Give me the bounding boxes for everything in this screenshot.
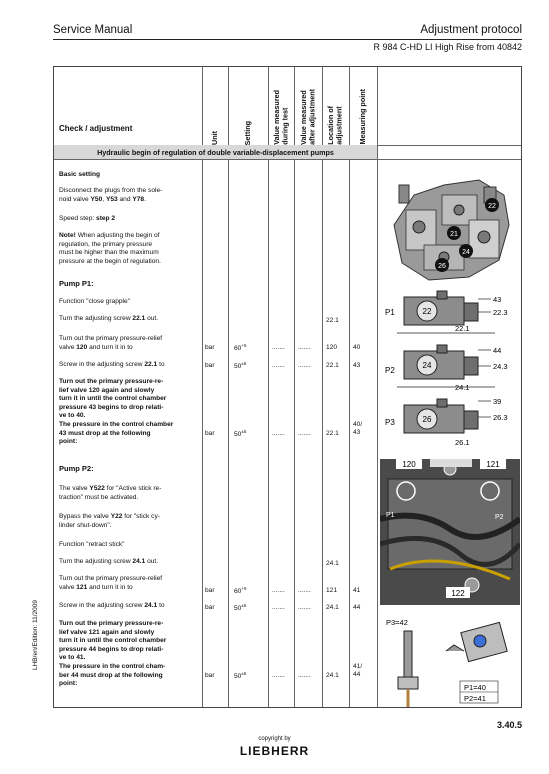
during-cell: ....... <box>272 430 285 437</box>
loc-cell: 24.1 <box>326 672 339 679</box>
p2-prv: Turn out the primary pressure-relief valve 121 and turn it in to <box>59 575 163 591</box>
p1-label-22-1: 22.1 <box>455 324 470 333</box>
p3-label-39: 39 <box>493 397 502 406</box>
section-band: Hydraulic begin of regulation of double variable-displacement pumps <box>54 145 377 159</box>
during-cell: ....... <box>272 587 285 594</box>
during-cell: ....... <box>272 344 285 351</box>
p2-screw-in: Screw in the adjusting screw 24.1 to <box>59 602 165 609</box>
callout-22-marker <box>485 198 499 212</box>
p1-detail-drawing <box>377 289 523 337</box>
during-cell: ....... <box>272 604 285 611</box>
setting-cell: $50^{\pm 5}$ <box>234 603 247 613</box>
col-divider <box>294 67 295 707</box>
mp-cell: 41/ 44 <box>353 663 363 678</box>
p1-label: P1 <box>385 308 395 317</box>
loc-cell: 22.1 <box>326 317 339 324</box>
callout-26-marker <box>435 258 449 272</box>
setting-cell: $50^{\pm 5}$ <box>234 361 247 371</box>
loc-cell: 22.1 <box>326 362 339 369</box>
p1-callout-22: 22 <box>422 307 432 316</box>
during-cell: ....... <box>272 672 285 679</box>
header-unit: Unit <box>209 131 219 145</box>
p1-procedure: Turn out the primary pressure-re- lief valve 120 again and slowly turn it in until the control chamber pressure 43 begins to drop relati- ve to 40. The pressure in the control chamber 43 must drop at the following point: <box>59 378 174 446</box>
p3-eq-label: P3=42 <box>386 618 408 627</box>
svg-text:22: 22 <box>488 203 496 210</box>
p1-prv: Turn out the primary pressure-relief valve 120 and turn it in to <box>59 335 163 351</box>
unit-cell: bar <box>205 672 215 679</box>
header-location: Location of adjustment <box>326 106 344 145</box>
p2-detail-drawing <box>377 343 523 391</box>
p1-label-22-3: 22.3 <box>493 308 508 317</box>
setting-cell: $50^{\pm 5}$ <box>234 429 247 439</box>
header-check: Check / adjustment <box>59 124 133 133</box>
pump-assembly-photo <box>384 165 514 287</box>
loc-cell: 24.1 <box>326 604 339 611</box>
model-line: R 984 C-HD LI High Rise from 40842 <box>373 42 522 52</box>
protocol-title: Adjustment protocol <box>420 24 522 36</box>
p2-label-24-1: 24.1 <box>455 383 470 391</box>
p2-procedure: Turn out the primary pressure-re- lief valve 121 again and slowly turn it in until the control chamber pressure 44 begins to drop relati- ve to 41. The pressure in the control cham- ber 44 must drop at the following point: <box>59 620 167 688</box>
callout-21-marker <box>447 226 461 240</box>
valve-label-p2: P2 <box>495 514 504 521</box>
page-number: 3.40.5 <box>496 720 522 730</box>
p3-detail-drawing <box>377 395 523 449</box>
setting-cell: $60^{+5}$ <box>234 343 247 353</box>
col-divider <box>349 67 350 707</box>
pump-p1-title: Pump P1: <box>59 279 94 288</box>
valve-label-p1: P1 <box>386 512 395 519</box>
p1-turn-out: Turn the adjusting screw 22.1 out. <box>59 315 159 322</box>
p1-eq-label: P1=40 <box>464 683 486 692</box>
mp-cell: 41 <box>353 587 361 594</box>
basic-setting-title: Basic setting <box>59 171 101 178</box>
loc-cell: 24.1 <box>326 560 339 567</box>
p2-label-44: 44 <box>493 346 502 355</box>
mp-cell: 40 <box>353 344 361 351</box>
p3-label-26-1: 26.1 <box>455 438 470 447</box>
after-cell: ....... <box>298 362 311 369</box>
mp-cell: 44 <box>353 604 361 611</box>
col-divider <box>202 67 203 707</box>
mp-cell: 40/ 43 <box>353 421 363 436</box>
unit-cell: bar <box>205 587 215 594</box>
p3-label: P3 <box>385 418 395 427</box>
loc-cell: 22.1 <box>326 430 339 437</box>
unit-cell: bar <box>205 604 215 611</box>
unit-cell: bar <box>205 430 215 437</box>
note-text: Note! When adjusting the begin of regulation, the primary pressure must be higher than the maximum pressure at the begin of regulation. <box>59 232 161 265</box>
valve-label-122: 122 <box>451 589 465 598</box>
p2-function: Function "retract stick" <box>59 541 125 548</box>
adjustment-table <box>53 66 522 708</box>
basic-setting-text: Disconnect the plugs from the sole- noid valve Y50, Y53 and Y78. <box>59 187 163 203</box>
p1-screw-in: Screw in the adjusting screw 22.1 to <box>59 361 165 368</box>
unit-cell: bar <box>205 344 215 351</box>
p2-label-24-3: 24.3 <box>493 362 508 371</box>
setting-cell: $50^{\pm 5}$ <box>234 671 247 681</box>
header-measuring-point: Measuring point <box>357 89 367 145</box>
svg-text:26: 26 <box>438 263 446 270</box>
p1-function: Function "close grapple" <box>59 298 131 305</box>
mp-cell: 43 <box>353 362 361 369</box>
header-value-after: Value measured after adjustment <box>298 89 316 145</box>
speed-step: Speed step: step 2 <box>59 215 116 222</box>
p3-callout-26: 26 <box>422 415 432 424</box>
col-divider <box>268 67 269 707</box>
copyright-text: copyright by <box>258 736 291 742</box>
after-cell: ....... <box>298 672 311 679</box>
p2-turn-out: Turn the adjusting screw 24.1 out. <box>59 558 159 565</box>
setting-cell: $60^{+5}$ <box>234 586 247 596</box>
after-cell: ....... <box>298 344 311 351</box>
p3-label-26-3: 26.3 <box>493 413 508 422</box>
header-rule <box>53 39 522 40</box>
header-setting: Setting <box>242 120 252 145</box>
p2-eq-label: P2=41 <box>464 694 486 703</box>
col-divider <box>228 67 229 707</box>
unit-cell: bar <box>205 362 215 369</box>
valve-block-photo <box>380 459 520 605</box>
manual-title: Service Manual <box>53 24 133 36</box>
valve-label-121: 121 <box>486 460 500 469</box>
loc-cell: 120 <box>326 344 338 351</box>
after-cell: ....... <box>298 604 311 611</box>
p2-bypass: Bypass the valve Y22 for "stick cy- linder shut-down". <box>59 513 160 529</box>
p2-valve-y522: The valve Y522 for "Active stick re- traction" must be activated. <box>59 485 162 501</box>
after-cell: ....... <box>298 587 311 594</box>
p2-label: P2 <box>385 366 395 375</box>
col-divider <box>322 67 323 707</box>
during-cell: ....... <box>272 362 285 369</box>
svg-text:24: 24 <box>462 249 470 256</box>
edition-note: LHB/en/Edition: 11/2009 <box>32 600 39 670</box>
section-row-line <box>54 159 521 160</box>
p1-label-43: 43 <box>493 295 502 304</box>
svg-text:21: 21 <box>450 231 458 238</box>
pump-p2-title: Pump P2: <box>59 464 94 473</box>
liebherr-logo: LIEBHERR <box>239 744 310 758</box>
loc-cell: 121 <box>326 587 338 594</box>
p2-callout-24: 24 <box>422 361 432 370</box>
gauge-connection-drawing <box>384 607 523 707</box>
valve-label-120: 120 <box>402 460 416 469</box>
after-cell: ....... <box>298 430 311 437</box>
callout-24-marker <box>459 244 473 258</box>
header-value-during: Value measured during test <box>271 90 289 145</box>
